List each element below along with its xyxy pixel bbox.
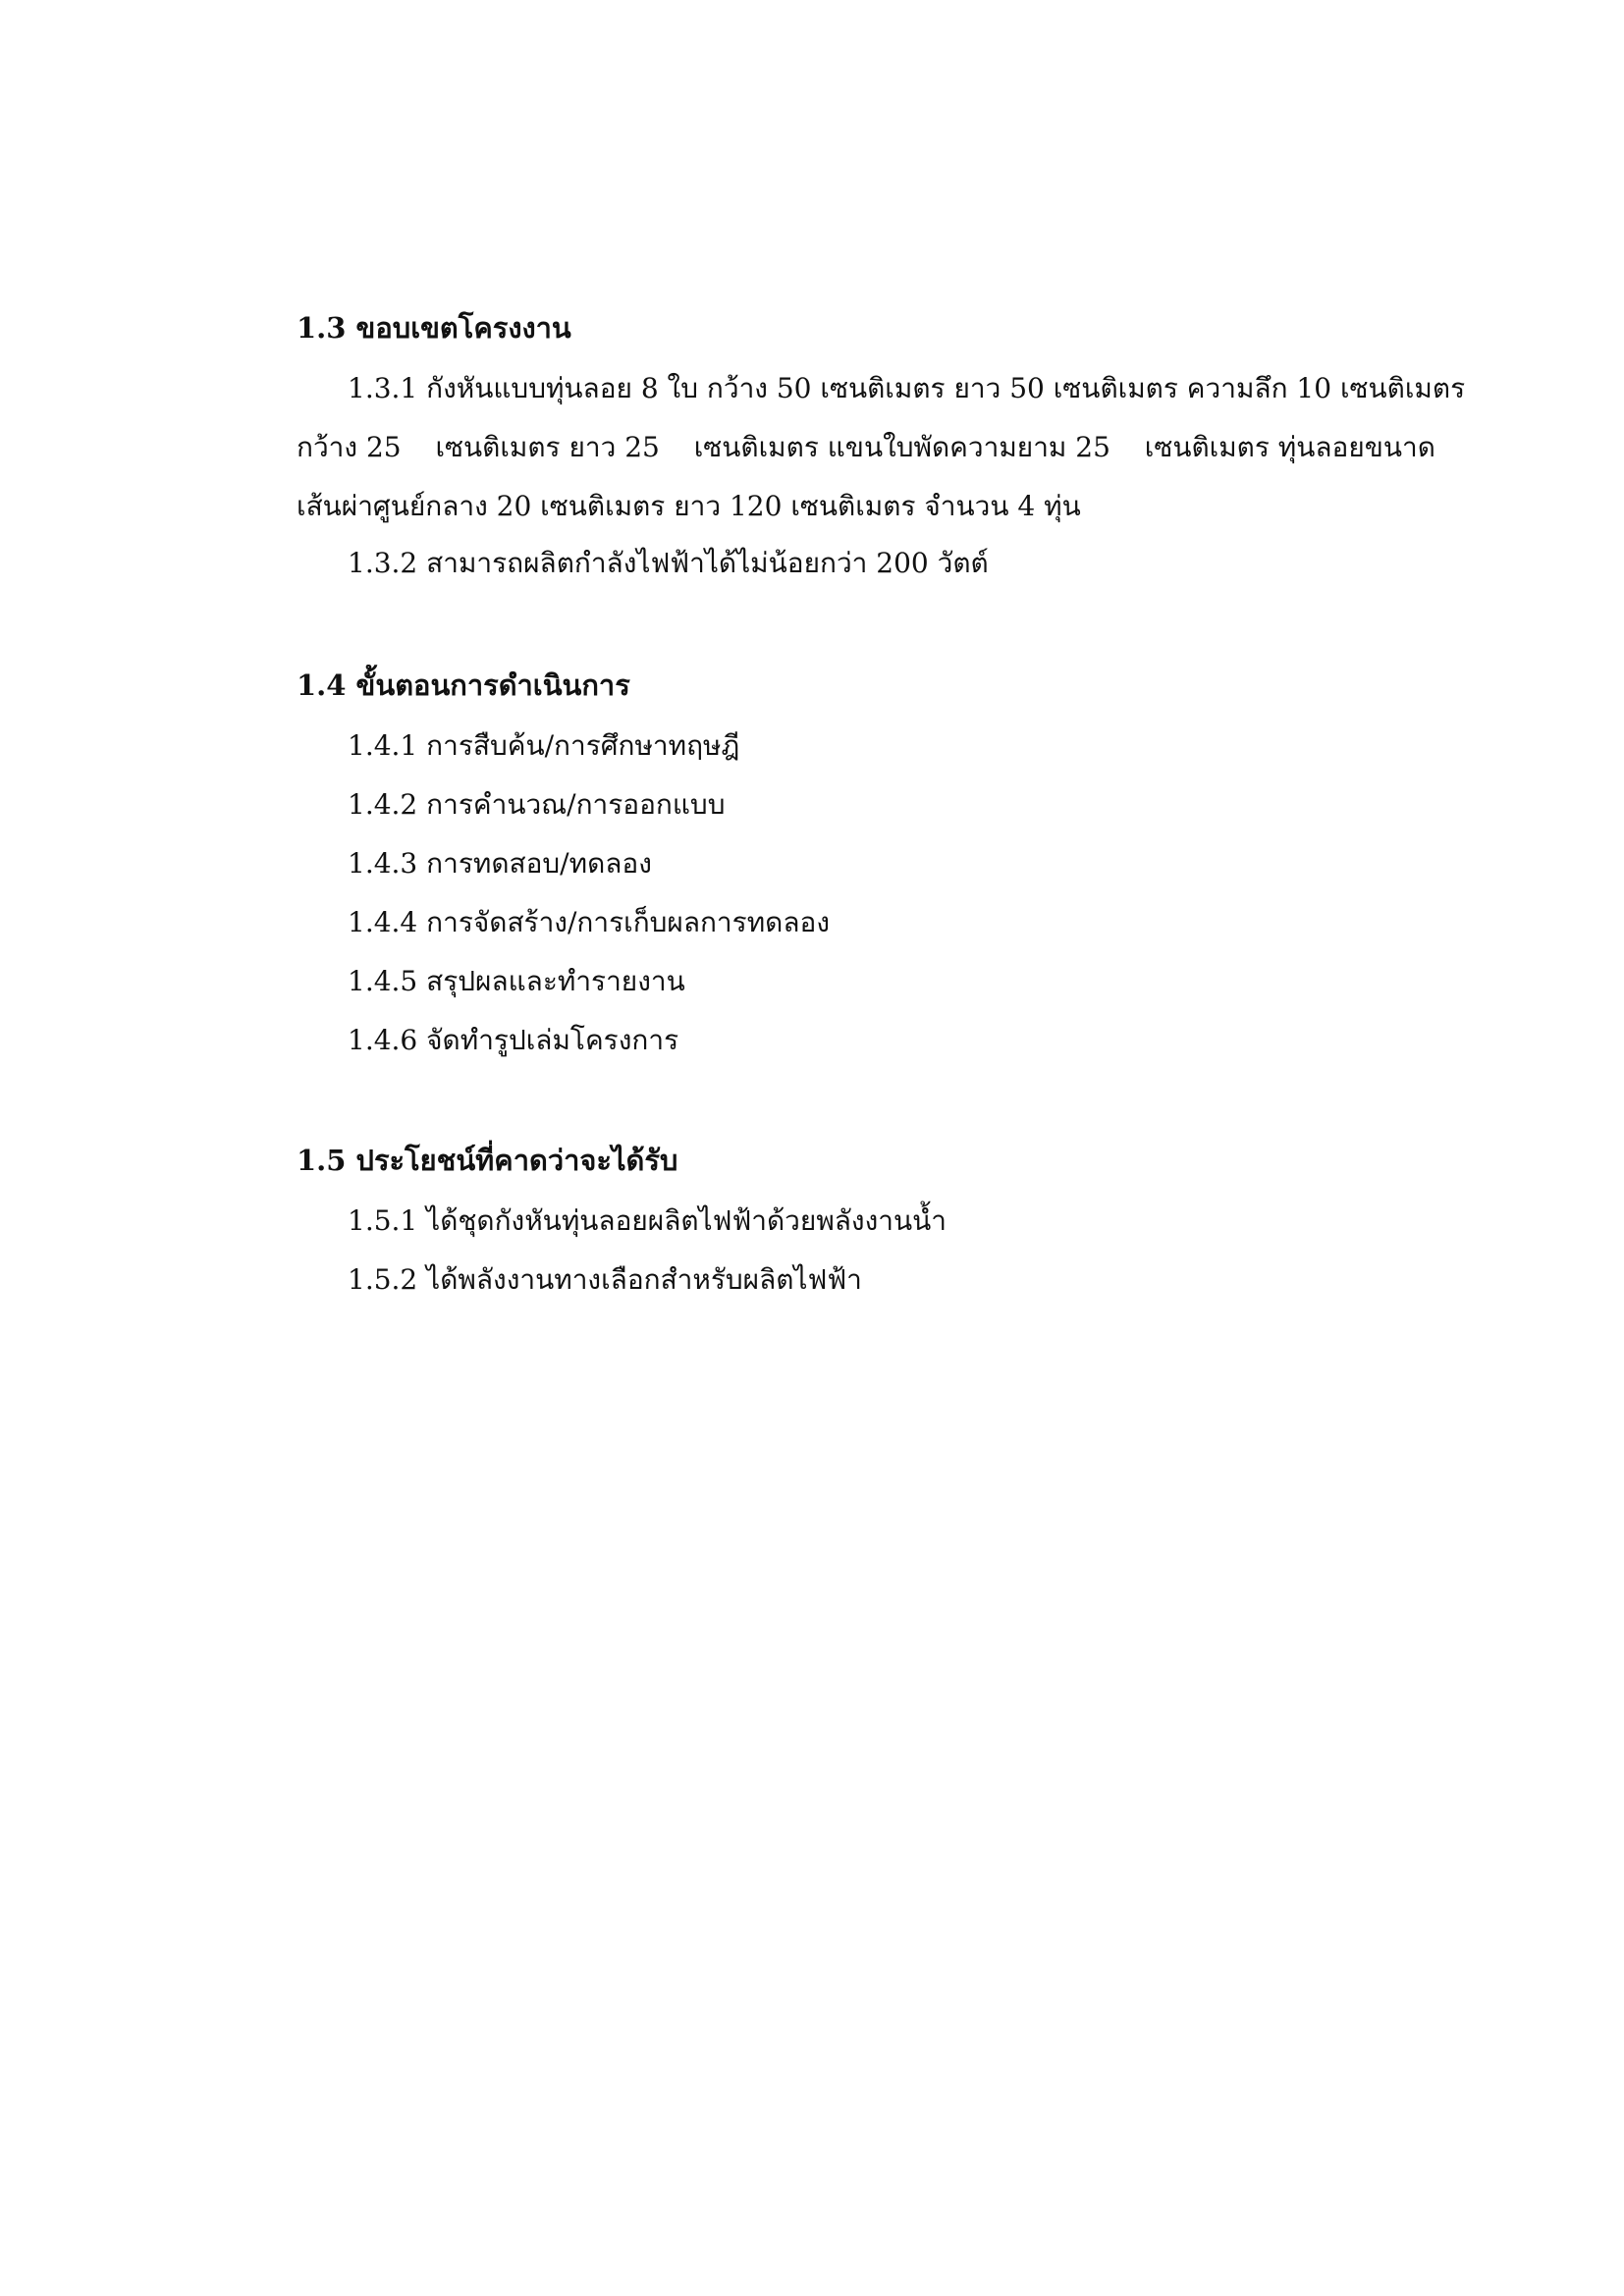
list-item-1-5-1: 1.5.1 ได้ชุดกังหันทุ่นลอยผลิตไฟฟ้าด้วยพลังงานน้ำ [348, 1204, 947, 1237]
list-item-1-4-1: 1.4.1 การสืบค้น/การศึกษาทฤษฎี [348, 729, 740, 762]
section-heading-1-5: 1.5 ประโยชน์ที่คาดว่าจะได้รับ [297, 1144, 678, 1177]
paragraph-fragment: กว้าง 25 [297, 431, 402, 463]
list-item-1-3-2: 1.3.2 สามารถผลิตกำลังไฟฟ้าได้ไม่น้อยกว่า 200 วัตต์ [348, 547, 989, 579]
paragraph-line-justified [297, 418, 1435, 477]
paragraph-fragment: เซนติเมตร แขนใบพัดความยาม 25 [693, 431, 1110, 463]
list-item-1-4-5: 1.4.5 สรุปผลและทำรายงาน [348, 965, 685, 997]
list-item-1-4-4: 1.4.4 การจัดสร้าง/การเก็บผลการทดลอง [348, 906, 830, 938]
paragraph-fragment: เซนติเมตร ทุ่นลอยขนาด [1144, 431, 1435, 463]
paragraph-1-3-1 [297, 359, 1466, 536]
list-item-1-5-2: 1.5.2 ได้พลังงานทางเลือกสำหรับผลิตไฟฟ้า [348, 1263, 862, 1296]
list-item-1-4-6: 1.4.6 จัดทำรูปเล่มโครงการ [348, 1024, 679, 1056]
list-item-1-4-2: 1.4.2 การคำนวณ/การออกแบบ [348, 788, 726, 821]
paragraph-line: 1.3.1 กังหันแบบทุ่นลอย 8 ใบ กว้าง 50 เซนติเมตร ยาว 50 เซนติเมตร ความลึก 10 เซนติเมตร [348, 372, 1466, 404]
section-heading-1-3: 1.3 ขอบเขตโครงงาน [297, 311, 571, 345]
section-heading-1-4: 1.4 ขั้นตอนการดำเนินการ [297, 668, 630, 702]
paragraph-fragment: เซนติเมตร ยาว 25 [435, 431, 660, 463]
paragraph-line: เส้นผ่าศูนย์กลาง 20 เซนติเมตร ยาว 120 เซนติเมตร จำนวน 4 ทุ่น [297, 490, 1081, 522]
list-item-1-4-3: 1.4.3 การทดสอบ/ทดลอง [348, 847, 652, 880]
